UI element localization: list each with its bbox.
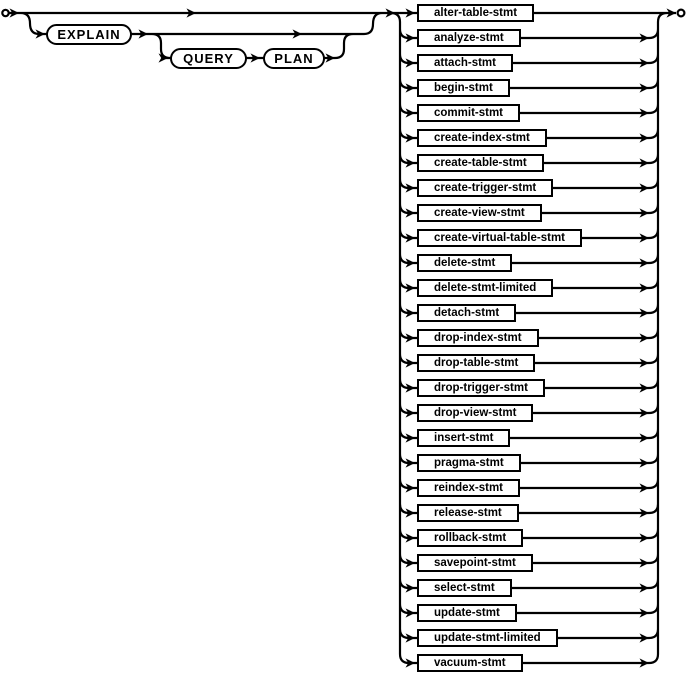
connector-lines — [9, 13, 676, 663]
keyword-plan: PLAN — [263, 48, 325, 69]
stmt-insert-stmt: insert-stmt — [417, 429, 510, 447]
stmt-select-stmt: select-stmt — [417, 579, 512, 597]
stmt-create-index-stmt: create-index-stmt — [417, 129, 547, 147]
keyword-explain: EXPLAIN — [46, 24, 132, 45]
stmt-savepoint-stmt: savepoint-stmt — [417, 554, 533, 572]
stmt-rollback-stmt: rollback-stmt — [417, 529, 523, 547]
stmt-update-stmt: update-stmt — [417, 604, 517, 622]
keyword-query: QUERY — [170, 48, 247, 69]
stmt-release-stmt: release-stmt — [417, 504, 519, 522]
stmt-pragma-stmt: pragma-stmt — [417, 454, 521, 472]
stmt-analyze-stmt: analyze-stmt — [417, 29, 521, 47]
stmt-create-virtual-table-stmt: create-virtual-table-stmt — [417, 229, 582, 247]
stmt-alter-table-stmt: alter-table-stmt — [417, 4, 534, 22]
stmt-create-trigger-stmt: create-trigger-stmt — [417, 179, 553, 197]
stmt-create-view-stmt: create-view-stmt — [417, 204, 542, 222]
stmt-update-stmt-limited: update-stmt-limited — [417, 629, 558, 647]
stmt-reindex-stmt: reindex-stmt — [417, 479, 520, 497]
stmt-create-table-stmt: create-table-stmt — [417, 154, 544, 172]
stmt-vacuum-stmt: vacuum-stmt — [417, 654, 523, 672]
start-terminal-icon — [2, 10, 8, 16]
stmt-delete-stmt: delete-stmt — [417, 254, 512, 272]
stmt-drop-trigger-stmt: drop-trigger-stmt — [417, 379, 545, 397]
stmt-drop-index-stmt: drop-index-stmt — [417, 329, 539, 347]
end-terminal-icon — [678, 10, 685, 17]
stmt-drop-view-stmt: drop-view-stmt — [417, 404, 533, 422]
stmt-attach-stmt: attach-stmt — [417, 54, 513, 72]
stmt-delete-stmt-limited: delete-stmt-limited — [417, 279, 553, 297]
stmt-commit-stmt: commit-stmt — [417, 104, 520, 122]
stmt-begin-stmt: begin-stmt — [417, 79, 510, 97]
stmt-drop-table-stmt: drop-table-stmt — [417, 354, 535, 372]
stmt-detach-stmt: detach-stmt — [417, 304, 516, 322]
